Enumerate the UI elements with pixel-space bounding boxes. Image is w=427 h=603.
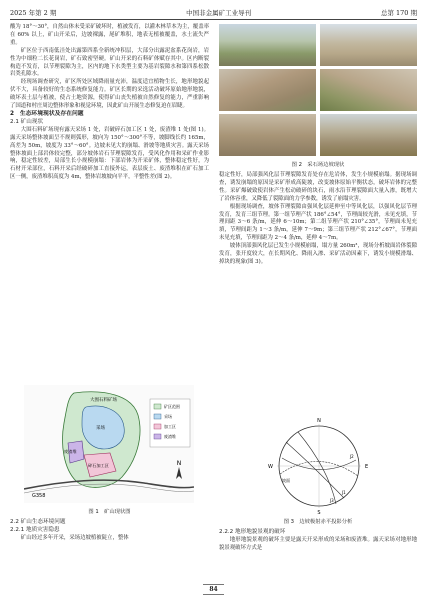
stereonet-graphic xyxy=(258,418,380,514)
subsection-heading-2-1: 2.1 矿山现状 xyxy=(10,118,44,125)
legend-item-4: 废渣堆 xyxy=(164,434,176,439)
left-column xyxy=(10,24,209,182)
section-heading-2: 2 生态环境现状及存在问题 xyxy=(10,110,84,117)
map-mine-label: 大围石料矿场 xyxy=(90,398,117,403)
paragraph-3: 经现场调查研究，矿区所处区域降雨量充沛，温度适宜植物生长，地形地貌起伏不大，具备较好的生态系统修复能力。矿区长期的采选活动破坏原始地形地貌，破坏表土层与植被，使占土地资源，使得矿山丧失植被自然修复的能力，严重影响了国道和村庄周边整体形象和视觉环境，因此矿山开展生态修复迫在眉睫。 xyxy=(10,79,209,110)
figure-1-caption: 图 1 矿山现状图 xyxy=(88,509,131,515)
legend-item-2: 采场 xyxy=(164,414,172,419)
paragraph-4: 大围石料矿场现有露天采场 1 处，岩破碎石加工区 1 处，废渣堆 1 处(图 1)。露天采场整体坡面呈不规则弧形，坡向为 150°～300°不等，坡脚线长约 165m，高差为 50m，坡度为 33°～60°。边坡未见大的崩塌、滑坡等地质灾害。露天采场整体坡面上部岩体较完整，部分坡体岩石节理裂隙发育，受风化作用和采矿作业影响，稳定性较差，局部生长小规模崩塌：下部岩体为开采矿体，整体稳定性好，为石材开采部位，石料开采后经破碎加工直接外运，表层废土、废渣堆积在矿石加工区一侧，废渣堆积高度为 4m，整体岩坡坡向平平，平整性差(图 2)。 xyxy=(10,126,209,181)
photo-b xyxy=(320,24,417,66)
paragraph-5: 矿山经过多年开采，采场边坡植被陡立，整体 xyxy=(20,534,129,541)
subsection-heading-2-2-2: 2.2.2 地形地貌景观的破坏 xyxy=(219,529,286,535)
legend-item-1: 矿区范围 xyxy=(164,404,180,409)
photo-f xyxy=(320,114,417,156)
paragraph-9: 地形地貌景观的破坏主要是露天开采形成的采场和废渣堆。露天采场对地形地貌景观破坏方式是 xyxy=(219,536,417,551)
page-number: 84 xyxy=(0,584,427,595)
photo-c xyxy=(219,69,316,111)
map-road-label: G358 xyxy=(32,493,46,499)
stereonet-s-label: S xyxy=(317,510,321,514)
paragraph-2: 矿区位于西南低洼处出露第四系全新统冲积层，大部分出露泥盆系花岗岩，岩性为中细粒二长花岗岩，矿石致密坚硬。矿山开采的石料矿体赋存其中。区内断裂构造不发育，以节理裂隙为主，区内的地下水类型主要为基岩裂隙水和第四系松散岩类孔隙水。 xyxy=(10,47,209,78)
map-processing-label: 碎石加工区 xyxy=(88,463,109,468)
page-header xyxy=(10,6,417,18)
stereonet-w-label: W xyxy=(268,464,273,470)
stereonet-j1-label: J1 xyxy=(342,490,346,495)
figure-2-caption: 图 2 采石场边坡现状 xyxy=(291,162,345,168)
stereonet-e-label: E xyxy=(365,464,369,470)
map-pit-label: 采场 xyxy=(96,426,105,431)
figure-1-site-map xyxy=(24,385,194,503)
right-column xyxy=(219,172,417,267)
left-column-bottom xyxy=(10,519,209,543)
photo-a xyxy=(219,24,316,66)
right-column-bottom xyxy=(219,529,417,553)
legend-item-3: 加工区 xyxy=(164,424,176,429)
figure-3-stereonet xyxy=(258,418,380,514)
stereonet-n-label: N xyxy=(317,418,321,424)
stereonet-j3-label: J3 xyxy=(330,498,334,503)
paragraph-8: 坡体顶部强风化层已发生小规模崩塌，塌方量 260m³，现场分析坡面岩体裂隙发育，张开度较大，在长期风化、降雨入渗、采矿活动因素下，诱发小规模滑塌、掉块的现象(图 3)。 xyxy=(219,243,417,265)
issue-label: 2025 年第 2 期 xyxy=(10,8,57,17)
photo-e xyxy=(219,114,316,156)
journal-name: 中国非金属矿工业导刊 xyxy=(186,8,252,17)
subsection-heading-2-2-1: 2.2.1 地质灾害隐患 xyxy=(10,526,60,533)
photo-d xyxy=(320,69,417,111)
total-issue-label: 总第 170 期 xyxy=(380,8,417,17)
paragraph-6: 稳定性好，局部强风化层节理裂隙发育处存在危岩体，发生小规模崩塌。据现场调查，诱发崩塌的原因是采矿形成高陡坡，改变坡体原始平衡状态，破坏岩体的完整性。采矿爆破致使岩体产生松动破碎的块石，雨水沿节理裂隙面大量入渗，既增大了岩体容重，又降低了裂隙面的力学参数，诱发了崩塌灾害。 xyxy=(219,172,417,202)
site-map-graphic xyxy=(24,385,194,503)
paragraph-1: 酸为 18°～30°，自然山体未受采矿破坏时，植被发育，以灌木林草本为主，覆盖率在 60% 以上，矿山开采后，边坡裸露，尾矿堆积，地表无植被覆盖，水土流失严重。 xyxy=(10,24,209,46)
subsection-heading-2-2: 2.2 矿山生态环境问题 xyxy=(10,519,66,525)
paragraph-7: 根据现场调查，坡体节理裂隙由强风化层延伸至中等风化层，以强风化层节理发育，发育三组节理。第一组节理产状 186°∠54°，节理面较光滑，未见充填，节理间距 3～6 条/m，延伸 6～10m；第二组节理产状 210°∠35°，节理面未见充填，节理间距为 1～3 条/m，延伸 7～9m；第三组节理产状 212°∠67°，节理面未见充填，节理间距为 2～4 条/m，延伸 4～7m。 xyxy=(219,203,417,242)
map-dump-label: 废渣堆 xyxy=(64,449,77,454)
figure-3-caption: 图 3 边坡极射赤平投影分析 xyxy=(283,519,353,525)
svg-text:N: N xyxy=(176,460,182,467)
header-rule xyxy=(10,19,417,20)
stereonet-slope-label: 坡面 xyxy=(282,478,290,483)
stereonet-j2-label: J2 xyxy=(350,454,354,459)
